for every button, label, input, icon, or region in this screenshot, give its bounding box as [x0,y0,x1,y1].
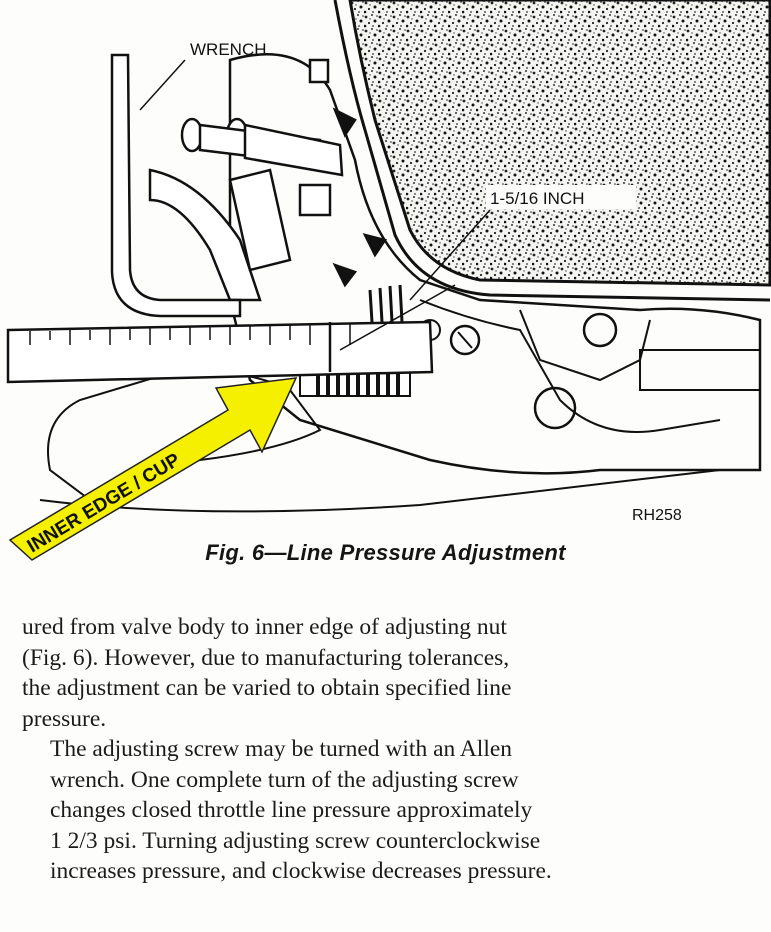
body-text [22,612,757,887]
figure-caption: Fig. 6—Line Pressure Adjustment [205,540,566,565]
callout-arrow [10,378,296,560]
text-line: changes closed throttle line pressure approximately [50,797,533,823]
adjusting-bracket [150,60,385,300]
spring-hook [584,314,616,346]
text-line: 1 2/3 psi. Turning adjusting screw counterclockwise [50,827,541,854]
paragraph-2 [22,734,757,887]
housing-contour [420,300,720,432]
housing-boss [520,310,650,380]
text-line: pressure. [22,705,107,732]
label-measure: 1-5/16 INCH [490,189,585,208]
housing-flange [640,350,760,390]
measuring-ruler [8,322,432,382]
paragraph-1 [22,612,757,734]
text-line: (Fig. 6). However, due to manufacturing tolerances, [22,644,510,671]
text-line: ured from valve body to inner edge of adjusting nut [22,614,507,640]
label-ref: RH258 [632,507,682,524]
text-line: the adjustment can be varied to obtain specified line [22,675,512,701]
text-line: The adjusting screw may be turned with an Allen [50,736,513,762]
text-line: wrench. One complete turn of the adjusting screw [50,766,519,793]
text-line: increases pressure, and clockwise decreases pressure. [50,858,552,884]
label-wrench: WRENCH [190,40,267,59]
callout-text: INNER EDGE / CUP [23,449,184,558]
wrench-leader [140,60,185,110]
valve-body-cover [350,0,770,285]
